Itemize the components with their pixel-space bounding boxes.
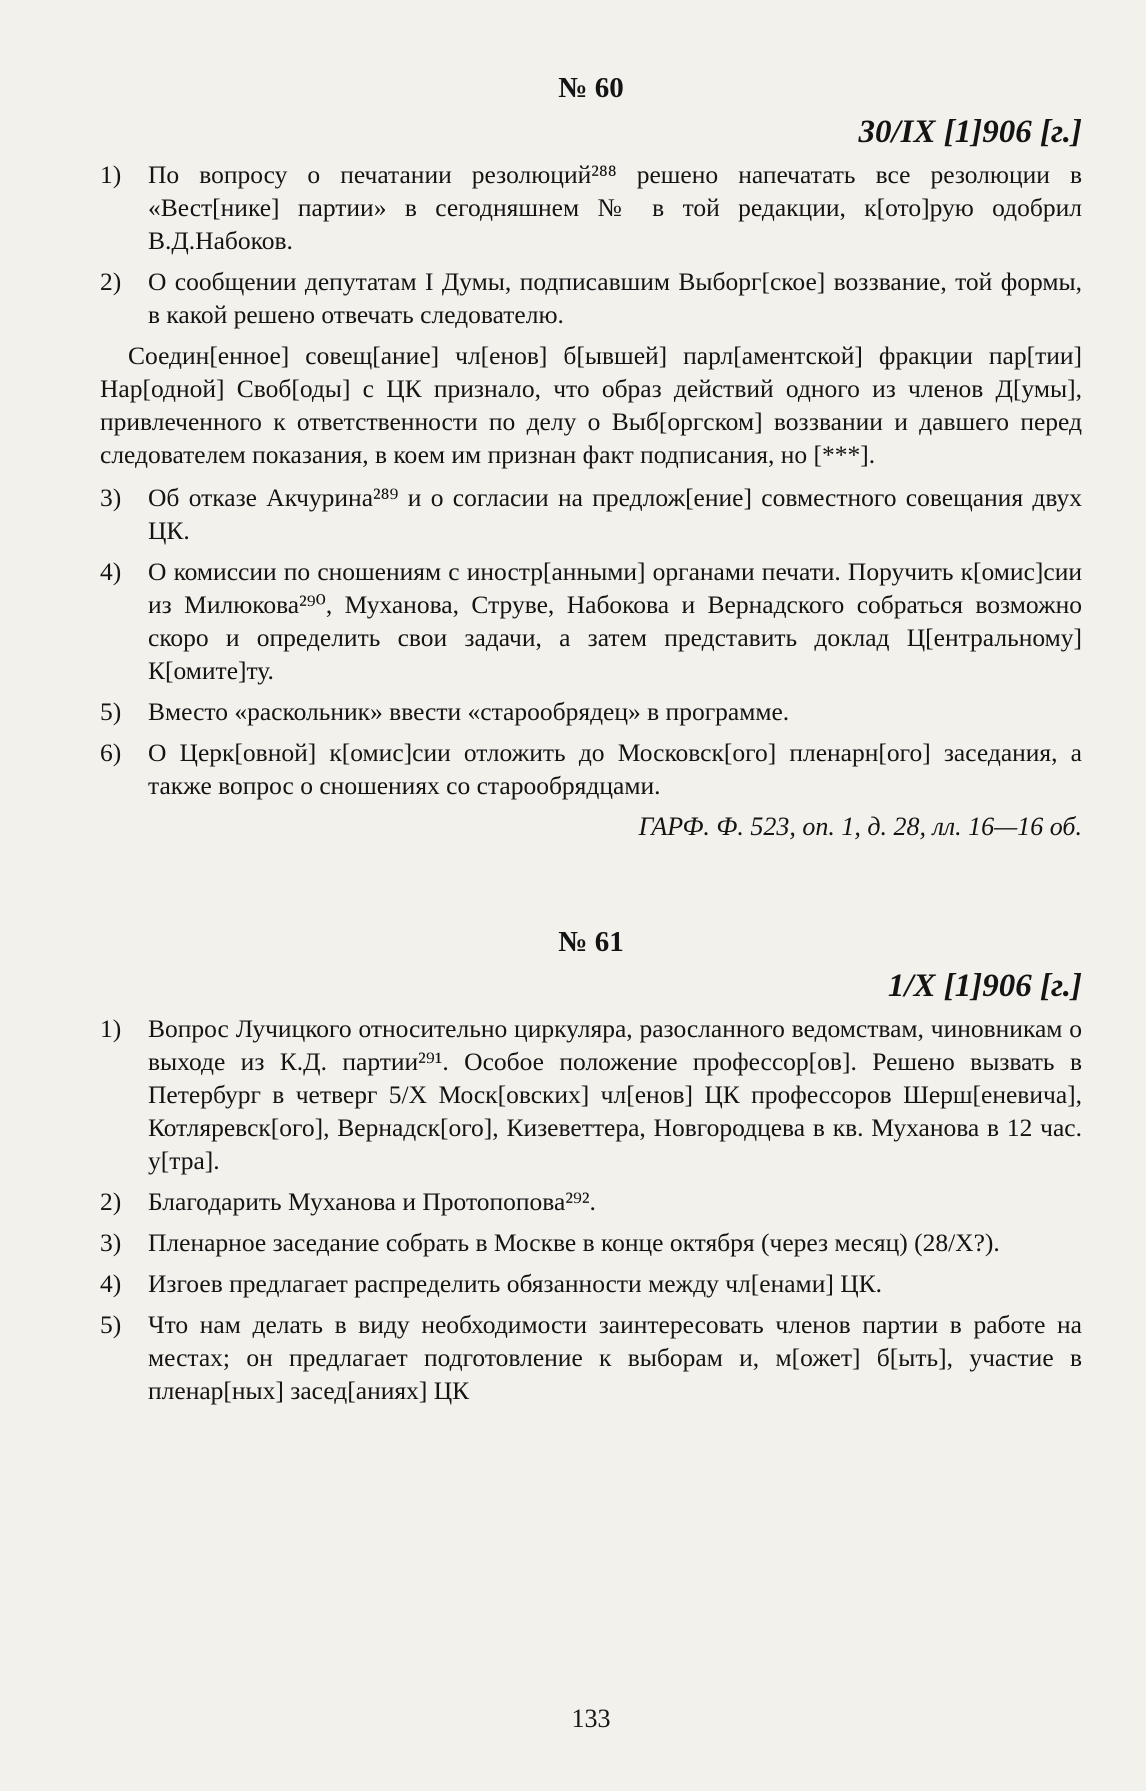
item-text: Изгоев предлагает распределить обязанности между чл[енами] ЦК. xyxy=(148,1269,883,1298)
item-text: Об отказе Акчурина²⁸⁹ и о согласии на предлож[ение] совместного совещания двух ЦК. xyxy=(148,483,1082,545)
item-text: Что нам делать в виду необходимости заинтересовать членов партии в работе на местах; он предлагает подготовление к выборам и, м[ожет] б[ыть], участие в пленар[ных] засед[аниях] ЦК xyxy=(148,1310,1082,1405)
item-text: О сообщении депутатам I Думы, подписавшим Выборг[ское] воззвание, той формы, в какой решено отвечать следователю. xyxy=(148,267,1082,329)
list-item xyxy=(100,481,1082,547)
page-number: 133 xyxy=(571,1704,611,1733)
item-text: Благодарить Муханова и Протопопова²⁹². xyxy=(148,1187,596,1216)
list-item xyxy=(100,158,1082,257)
body-paragraph: Соедин[енное] совещ[ание] чл[енов] б[ывшей] парл[аментской] фракции пар[тии] Нар[одной] Своб[оды] с ЦК признало, что образ действий одного из членов Д[умы], привлеченного к ответственности по делу о Выб[оргском] воззвании и давшего перед следователем показания, в коем им признан факт подписания, но [***]. xyxy=(100,341,1082,469)
item-text: По вопросу о печатании резолюций²⁸⁸ решено напечатать все резолюции в «Вест[нике] партии» в сегодняшнем № в той редакции, к[ото]рую одобрил В.Д.Набоков. xyxy=(148,160,1082,255)
archive-source: ГАРФ. Ф. 523, оп. 1, д. 28, лл. 16—16 об. xyxy=(638,812,1082,841)
list-item xyxy=(100,695,1082,728)
item-number: 3) xyxy=(100,483,122,512)
list-item xyxy=(100,555,1082,687)
list-item xyxy=(100,265,1082,331)
item-number: 4) xyxy=(100,557,122,586)
list-item xyxy=(100,1267,1082,1300)
item-text: Пленарное заседание собрать в Москве в конце октября (через месяц) (28/X?). xyxy=(148,1228,1000,1257)
document-60 xyxy=(100,68,1082,844)
item-number: 3) xyxy=(100,1228,122,1257)
list-item xyxy=(100,1308,1082,1407)
section-gap xyxy=(100,844,1082,914)
list-item xyxy=(100,1012,1082,1177)
item-number: 1) xyxy=(100,160,122,189)
item-number: 6) xyxy=(100,738,122,767)
item-text: Вопрос Лучицкого относительно циркуляра, разосланного ведомствам, чиновникам о выходе из К.Д. партии²⁹¹. Особое положение профессор[ов]. Решено вызвать в Петербург в четверг 5/X Моск[овских] чл[енов] ЦК профессоров Шерш[еневича], Котляревск[ого], Вернадск[ого], Кизеветтера, Новгородцева в кв. Муханова в 12 час. у[тра]. xyxy=(148,1014,1082,1175)
item-number: 5) xyxy=(100,697,122,726)
document-date: 30/IX [1]906 [г.] xyxy=(858,114,1082,150)
item-number: 2) xyxy=(100,1187,122,1216)
item-number: 1) xyxy=(100,1014,122,1043)
document-61 xyxy=(100,922,1082,1407)
list-item xyxy=(100,1185,1082,1218)
list-item xyxy=(100,1226,1082,1259)
item-number: 4) xyxy=(100,1269,122,1298)
item-text: Вместо «раскольник» ввести «старообрядец» в программе. xyxy=(148,697,790,726)
list-item xyxy=(100,736,1082,802)
document-page xyxy=(100,60,1082,1760)
document-number: № 60 xyxy=(558,72,624,104)
item-number: 5) xyxy=(100,1310,122,1339)
document-number: № 61 xyxy=(558,926,624,958)
document-date: 1/X [1]906 [г.] xyxy=(887,968,1082,1004)
item-text: О комиссии по сношениям с иностр[анными] органами печати. Поручить к[омис]сии из Милюкова²⁹⁰, Муханова, Струве, Набокова и Вернадского собраться возможно скоро и определить свои задачи, а затем представить доклад Ц[ентральному] К[омите]ту. xyxy=(148,557,1082,685)
item-text: О Церк[овной] к[омис]сии отложить до Московск[ого] пленарн[ого] заседания, а также вопрос о сношениях со старообрядцами. xyxy=(148,738,1082,800)
item-number: 2) xyxy=(100,267,122,296)
